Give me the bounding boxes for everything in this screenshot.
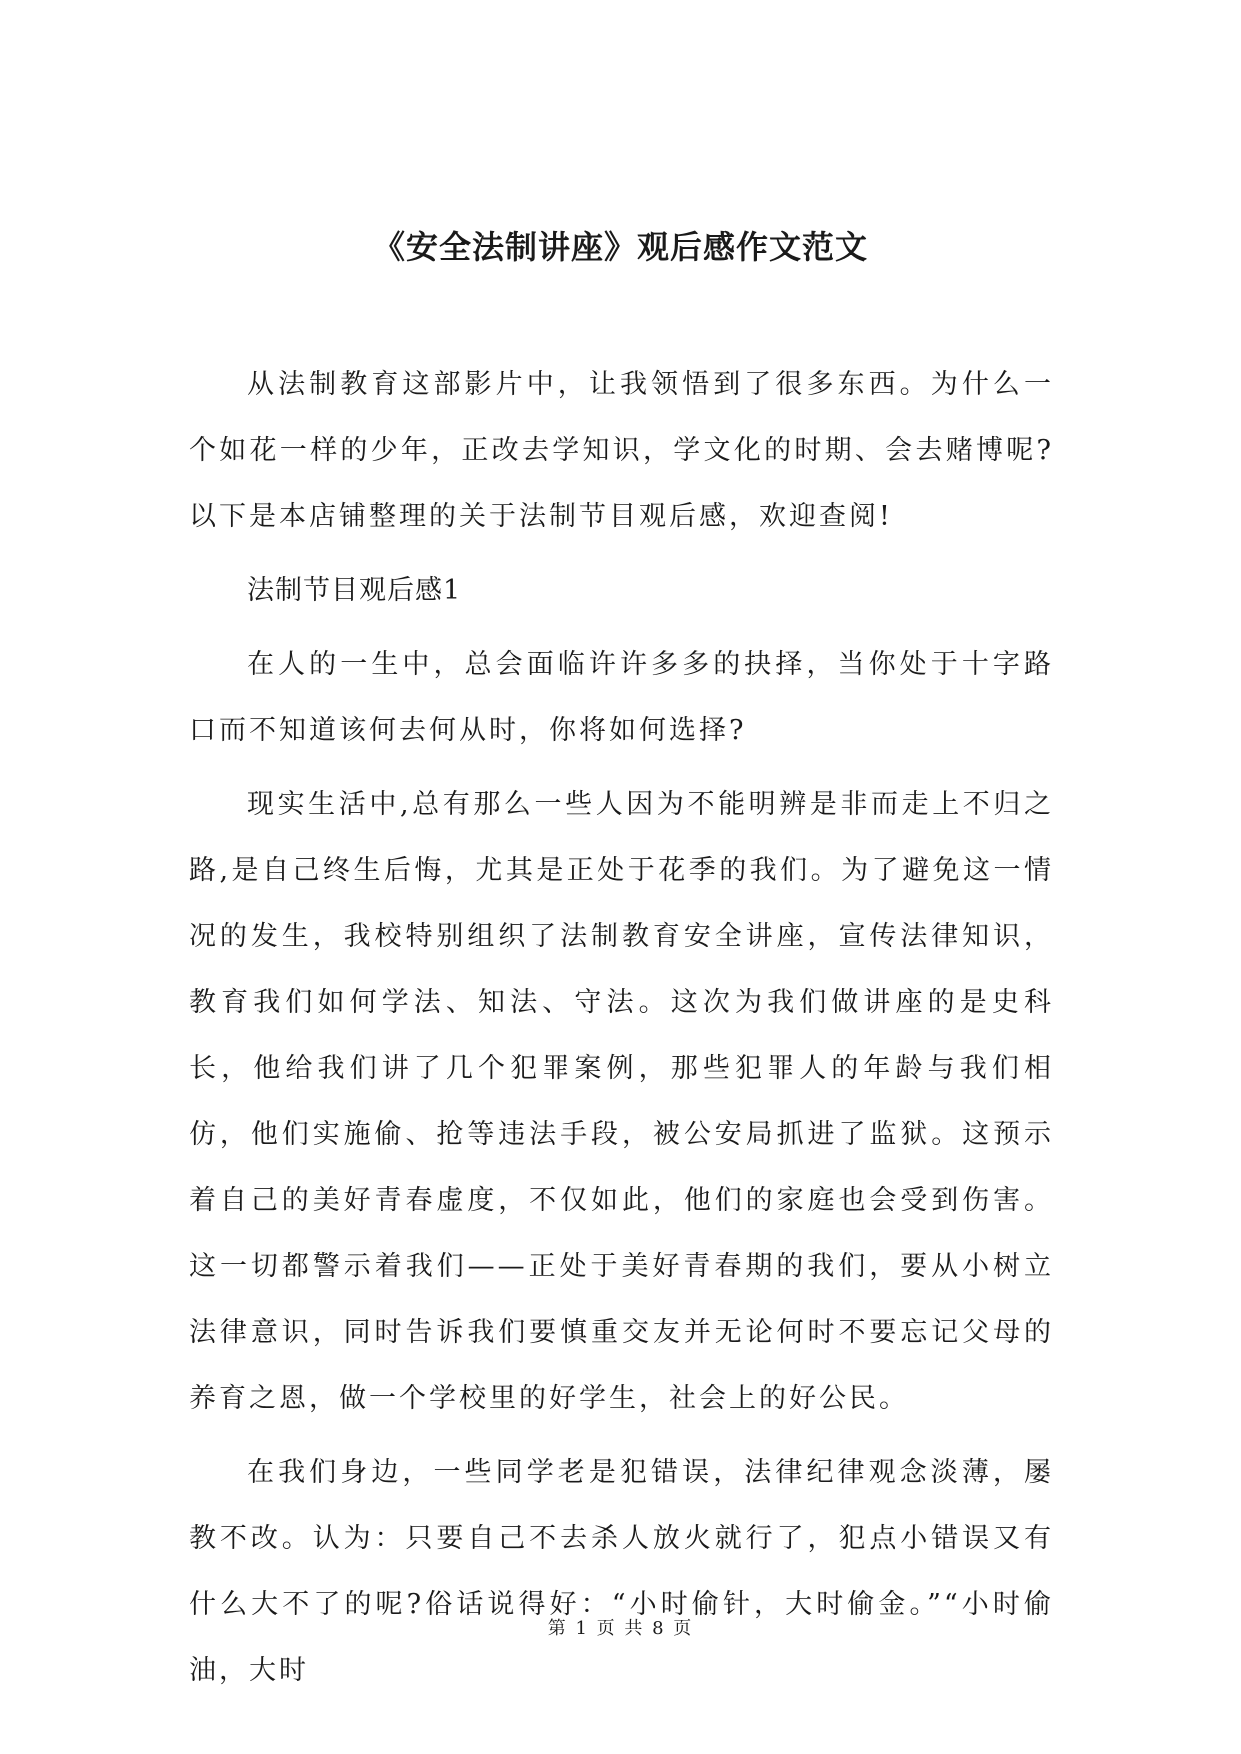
intro-paragraph: 从法制教育这部影片中，让我领悟到了很多东西。为什么一个如花一样的少年，正改去学知识，学文化的时期、会去赌博呢?以下是本店铺整理的关于法制节目观后感，欢迎查阅! xyxy=(189,369,1054,532)
body-paragraph: 在人的一生中，总会面临许许多多的抉择，当你处于十字路口而不知道该何去何从时，你将如何选择? xyxy=(189,649,1054,746)
body-paragraph: 现实生活中,总有那么一些人因为不能明辨是非而走上不归之路,是自己终生后悔，尤其是正处于花季的我们。为了避免这一情况的发生，我校特别组织了法制教育安全讲座，宣传法律知识，教育我们如何学法、知法、守法。这次为我们做讲座的是史科长，他给我们讲了几个犯罪案例，那些犯罪人的年龄与我们相仿，他们实施偷、抢等违法手段，被公安局抓进了监狱。这预示着自己的美好青春虚度，不仅如此，他们的家庭也会受到伤害。这一切都警示着我们——正处于美好青春期的我们，要从小树立法律意识，同时告诉我们要慎重交友并无论何时不要忘记父母的养育之恩，做一个学校里的好学生，社会上的好公民。 xyxy=(189,789,1054,1414)
document-body xyxy=(189,352,1054,1712)
section-heading: 法制节目观后感1 xyxy=(247,575,462,606)
document-title: 《安全法制讲座》观后感作文范文 xyxy=(372,228,868,266)
body-paragraph: 在我们身边，一些同学老是犯错误，法律纪律观念淡薄，屡教不改。认为：只要自己不去杀人放火就行了，犯点小错误又有什么大不了的呢?俗话说得好：“小时偷针，大时偷金。”“小时偷油，大时 xyxy=(189,1457,1054,1686)
page-footer: 第 1 页 共 8 页 xyxy=(547,1618,694,1639)
